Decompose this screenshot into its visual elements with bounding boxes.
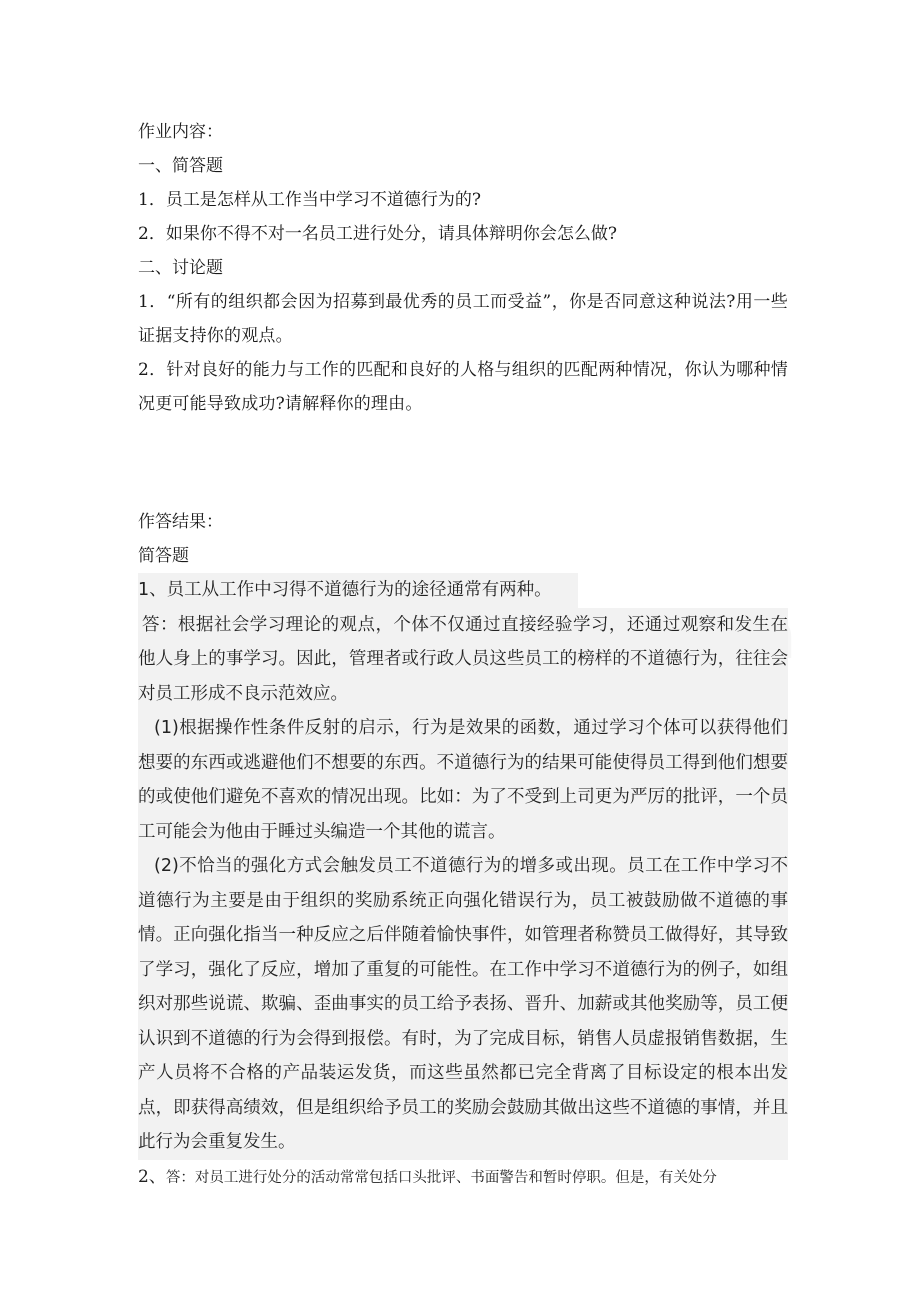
answer-2-number: 2、 — [138, 1166, 166, 1187]
short-answer-section-title: 一、简答题 — [138, 156, 223, 176]
assignment-heading: 作业内容： — [138, 122, 223, 142]
discussion-section-title: 二、讨论题 — [138, 258, 223, 278]
answer-2-text: 答：对员工进行处分的活动常常包括口头批评、书面警告和暂时停职。但是，有关处分 — [165, 1169, 717, 1186]
answer-2 — [138, 1160, 788, 1195]
answers-heading: 作答结果： — [138, 512, 223, 532]
answer-1-point-2: (2)不恰当的强化方式会触发员工不道德行为的增多或出现。员工在工作中学习不道德行为主要是由于组织的奖励系统正向强化错误行为，员工被鼓励做不道德的事情。正向强化指当一种反应之后伴随着愉快事件，如管理者称赞员工做得好，其导致了学习，强化了反应，增加了重复的可能性。在工作中学习不道德行为的例子，如组织对那些说谎、欺骗、歪曲事实的员工给予表扬、晋升、加薪或其他奖励等，员工便认识到不道德的行为会得到报偿。有时，为了完成目标，销售人员虚报销售数据，生产人员将不合格的产品装运发货，而这些虽然都已完全背离了目标设定的根本出发点，即获得高绩效，但是组织给予员工的奖励会鼓励其做出这些不道德的事情，并且此行为会重复发生。 — [138, 849, 788, 1160]
answers-section-title: 简答题 — [138, 546, 189, 566]
discussion-question-2: 2．针对良好的能力与工作的匹配和良好的人格与组织的匹配两种情况，你认为哪种情况更可能导致成功?请解释你的理由。 — [138, 360, 788, 414]
answer-1-point-1: (1)根据操作性条件反射的启示，行为是效果的函数，通过学习个体可以获得他们想要的东西或逃避他们不想要的东西。不道德行为的结果可能使得员工得到他们想要的或使他们避免不喜欢的情况出现。比如：为了不受到上司更为严厉的批评，一个员工可能会为他由于睡过头编造一个其他的谎言。 — [138, 711, 788, 849]
question-2: 2．如果你不得不对一名员工进行处分，请具体辩明你会怎么做? — [138, 224, 617, 244]
question-1: 1．员工是怎样从工作当中学习不道德行为的? — [138, 190, 481, 210]
answer-1-intro: 答：根据社会学习理论的观点，个体不仅通过直接经验学习，还通过观察和发生在他人身上的事学习。因此，管理者或行政人员这些员工的榜样的不道德行为，往往会对员工形成不良示范效应。 — [138, 608, 788, 712]
assignment-section — [138, 115, 788, 421]
answers-section — [138, 505, 788, 1195]
document-page — [138, 115, 788, 1195]
spacer — [138, 421, 788, 505]
answer-1-title: 1、员工从工作中习得不道德行为的途径通常有两种。 — [138, 573, 578, 608]
discussion-question-1: 1．“所有的组织都会因为招募到最优秀的员工而受益”，你是否同意这种说法?用一些证据支持你的观点。 — [138, 292, 788, 346]
